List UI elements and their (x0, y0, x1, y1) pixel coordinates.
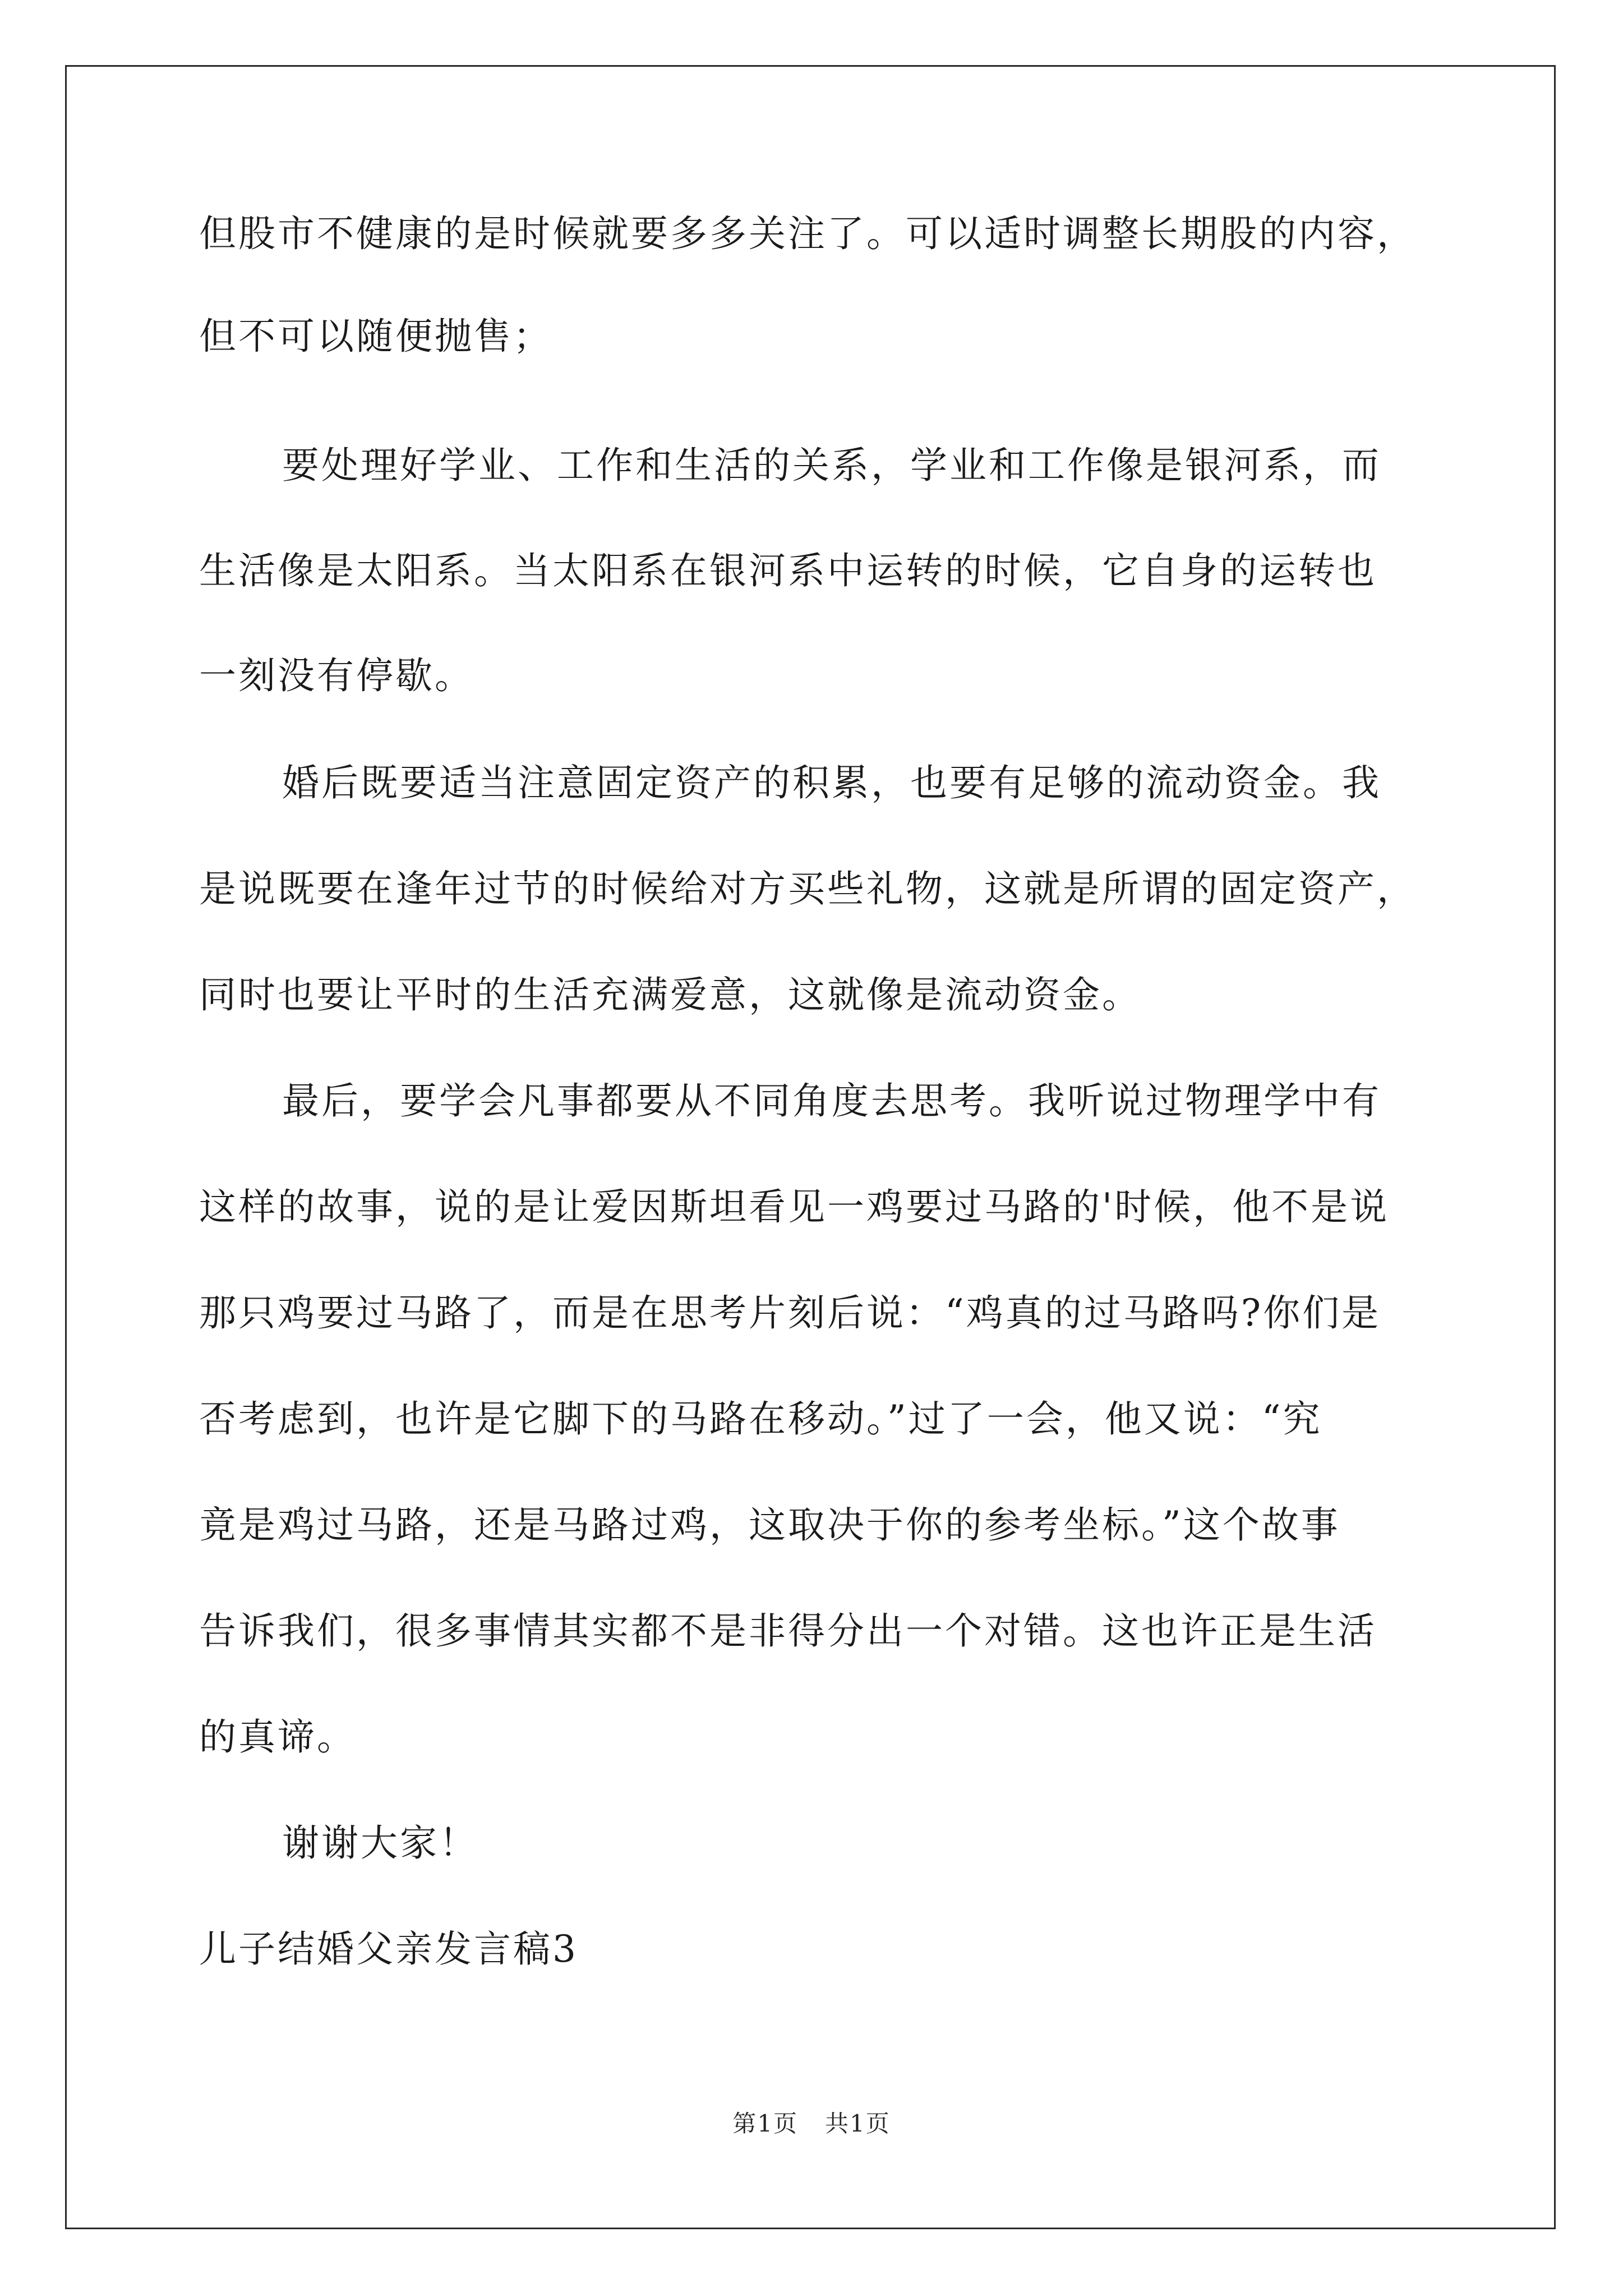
text-line: 最后，要学会凡事都要从不同角度去思考。我听说过物理学中有 (282, 1079, 1381, 1122)
text-line: 生活像是太阳系。当太阳系在银河系中运转的时候，它自身的运转也 (199, 549, 1377, 592)
page-number: 第1页 (732, 2110, 798, 2137)
text-line: 但不可以随便抛售； (199, 315, 552, 358)
text-line: 婚后既要适当注意固定资产的积累，也要有足够的流动资金。我 (282, 761, 1381, 804)
page-total: 共1页 (825, 2110, 891, 2137)
text-line: 告诉我们，很多事情其实都不是非得分出一个对错。这也许正是生活 (199, 1609, 1377, 1653)
text-line: 一刻没有停歇。 (199, 654, 474, 697)
text-line: 那只鸡要过马路了，而是在思考片刻后说：“鸡真的过马路吗?你们是 (199, 1291, 1381, 1335)
text-line: 谢谢大家！ (282, 1821, 478, 1865)
text-line: 竟是鸡过马路，还是马路过鸡，这取决于你的参考坐标。”这个故事 (199, 1503, 1340, 1547)
text-line: 否考虑到，也许是它脚下的马路在移动。”过了一会，他又说：“究 (199, 1397, 1322, 1441)
page-footer (0, 2107, 1623, 2141)
text-line: 的真谛。 (199, 1715, 356, 1759)
text-line: 但股市不健康的是时候就要多多关注了。可以适时调整长期股的内容， (199, 212, 1416, 255)
page-border (65, 65, 1556, 2229)
text-line: 这样的故事，说的是让爱因斯坦看见一鸡要过马路的'时候，他不是说 (199, 1185, 1390, 1228)
text-line: 要处理好学业、工作和生活的关系，学业和工作像是银河系，而 (282, 444, 1381, 487)
section-heading: 儿子结婚父亲发言稿3 (199, 1927, 578, 1971)
text-line: 是说既要在逢年过节的时候给对方买些礼物，这就是所谓的固定资产， (199, 867, 1416, 910)
text-line: 同时也要让平时的生活充满爱意，这就像是流动资金。 (199, 973, 1141, 1016)
